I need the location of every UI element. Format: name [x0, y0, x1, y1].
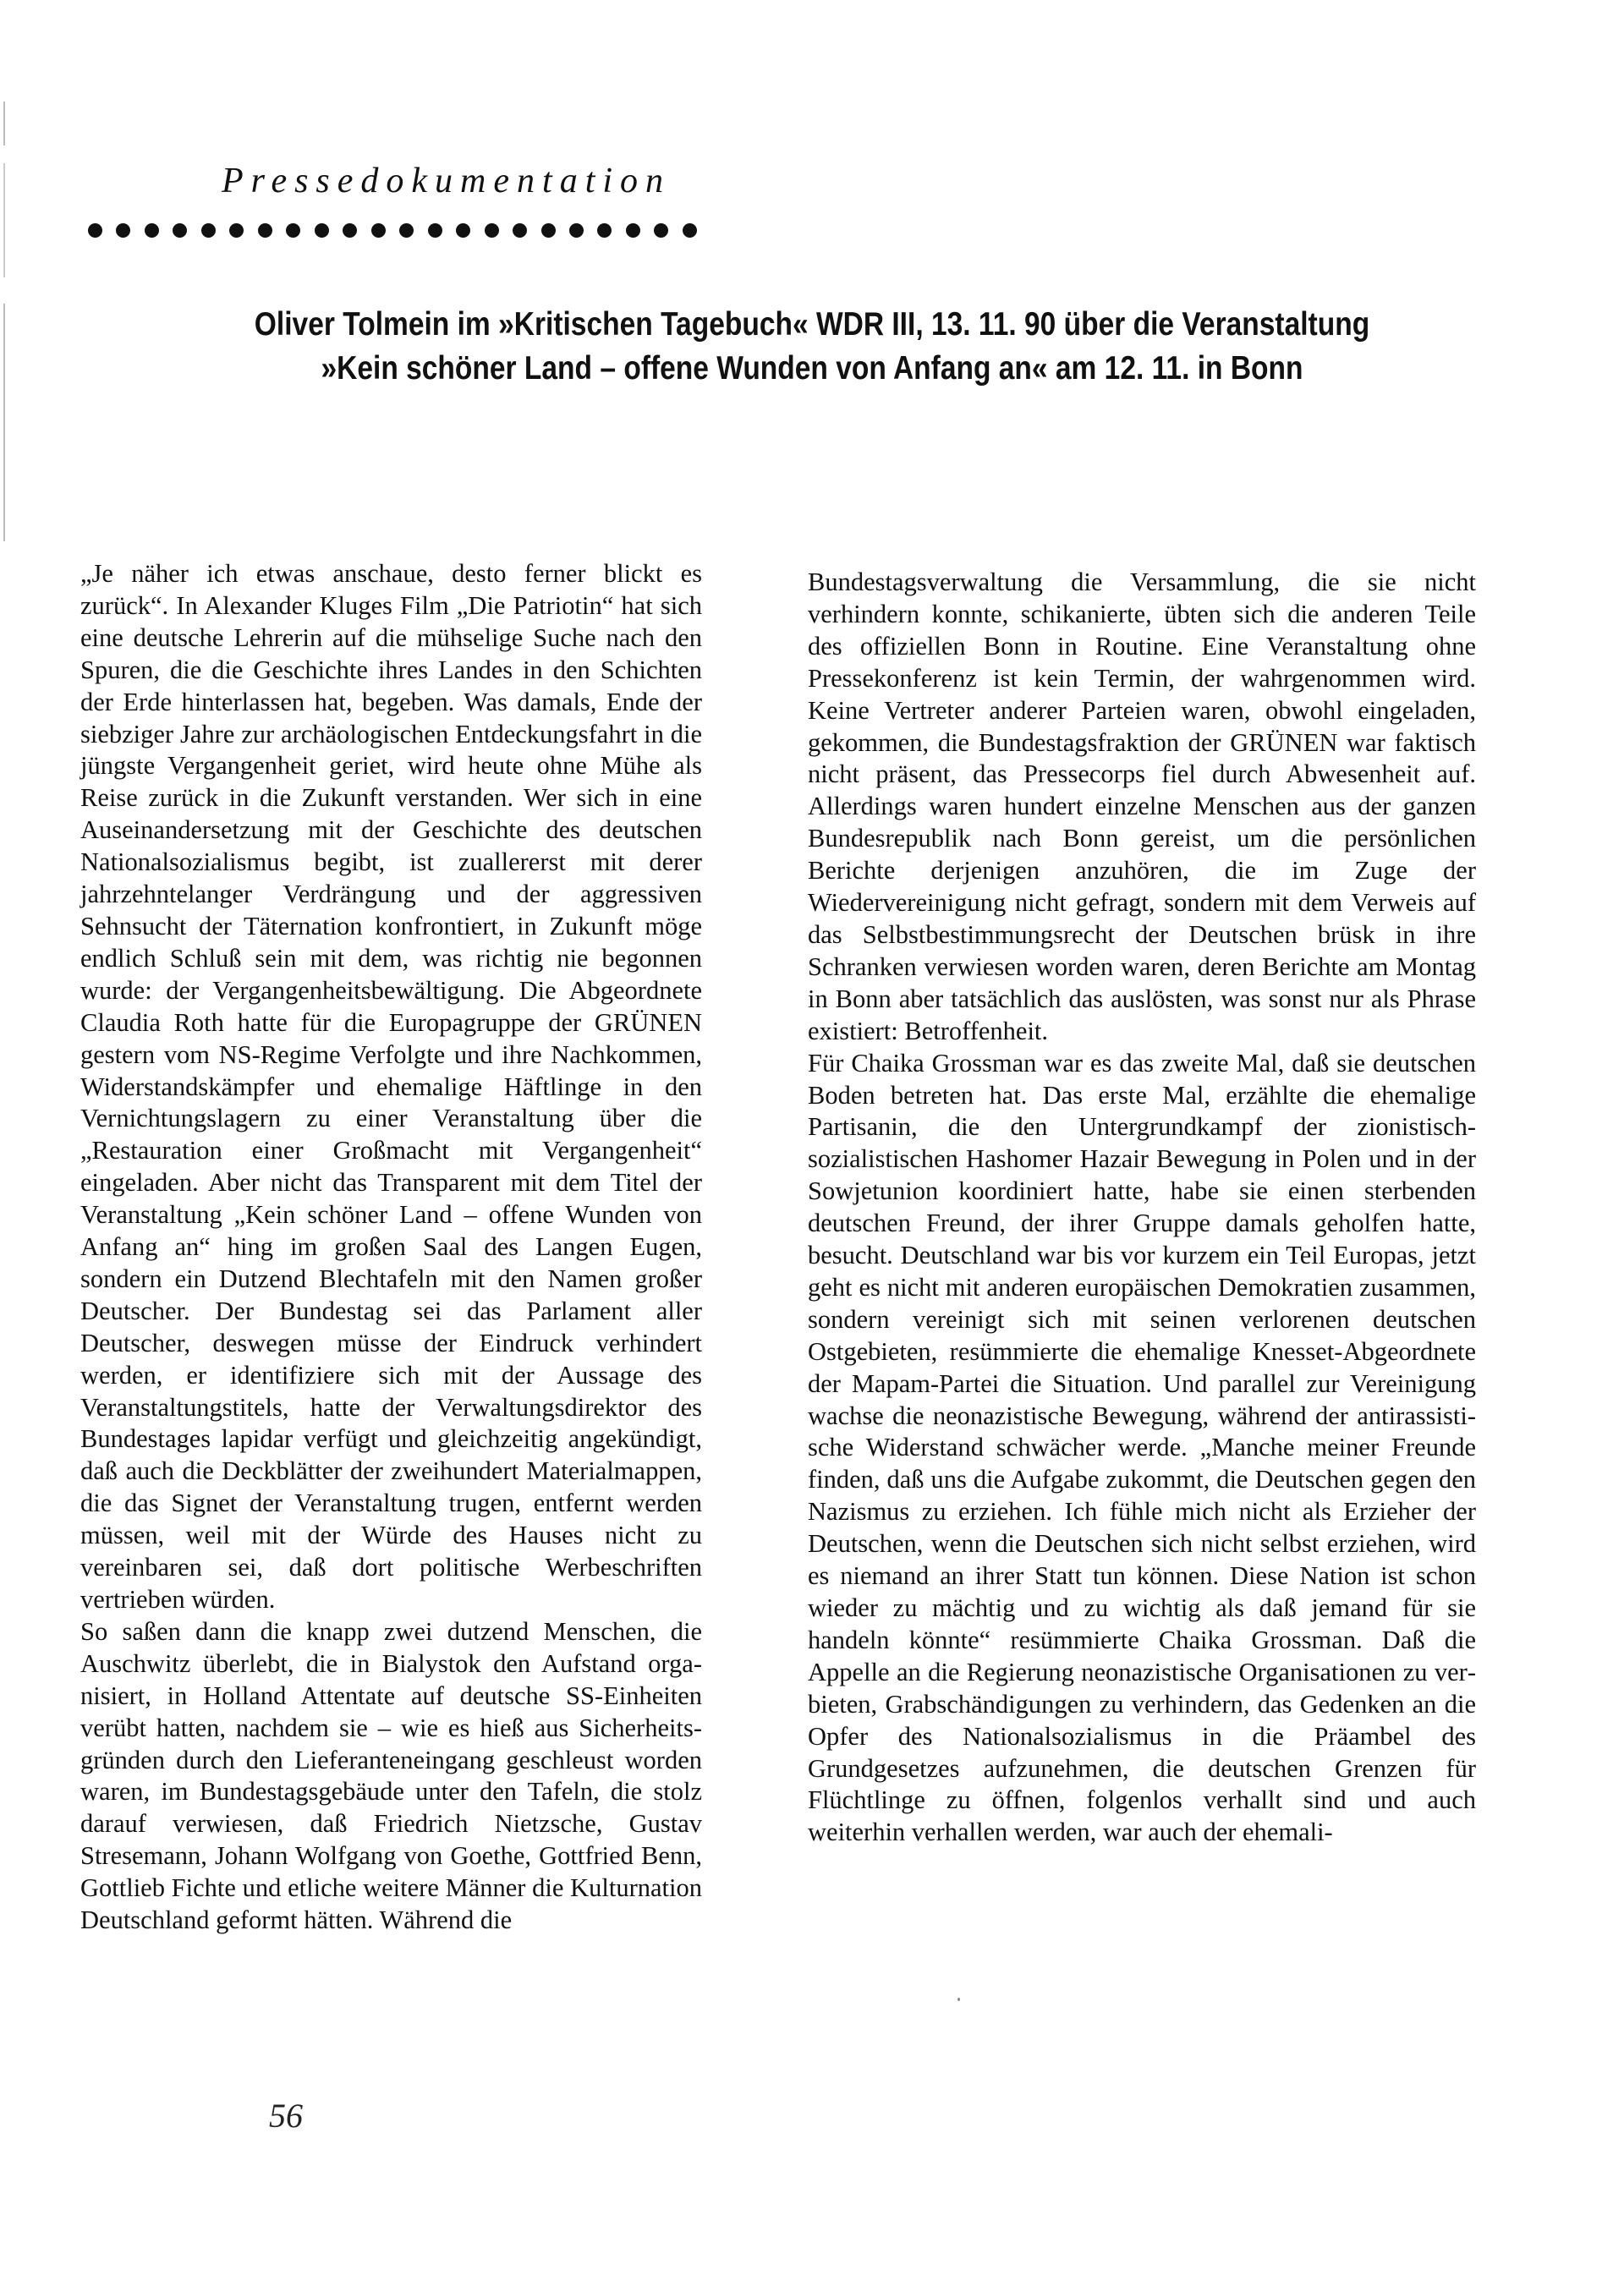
rule-dot: [116, 223, 130, 238]
rule-dot: [485, 223, 499, 238]
rule-dot: [456, 223, 470, 238]
paragraph: Bundestagsverwaltung die Versammlung, die sie nicht verhindern konnte, schikanierte, übten sich die anderen Teile des offiziellen Bonn in Routine. Eine Veranstaltung ohne Pressekonferenz ist kein Termin, der wahrgenommen wird. Keine Vertreter anderer Parteien waren, obwohl eingeladen, gekommen, die Bundestagsfraktion der GRÜNEN war faktisch nicht präsent, das Pressecorps fiel durch Abwesenheit auf. Allerdings waren hundert einzelne Menschen aus der ganzen Bundesrepublik nach Bonn gereist, um die persönlichen Berichte derjenigen anzuhören, die im Zuge der Wiedervereinigung nicht gefragt, sondern mit dem Verweis auf das Selbstbestimmungsrecht der Deutschen brüsk in ihre Schranken verwiesen worden waren, deren Berichte am Montag in Bonn aber tatsächlich das auslösten, was sonst nur als Phrase existiert: Betroffenheit.: [808, 568, 1476, 1045]
rule-dot: [315, 223, 329, 238]
scan-edge-mark: [3, 101, 5, 541]
rule-dot: [343, 223, 357, 238]
rule-dot: [201, 223, 216, 238]
headline-line-1: Oliver Tolmein im »Kritischen Tagebuch« WDR III, 13. 11. 90 über die Veranstaltung: [254, 306, 1370, 343]
article-headline: [216, 303, 1408, 391]
rule-dot: [173, 223, 187, 238]
left-text-column: [80, 558, 702, 1937]
scan-speck: [957, 1998, 960, 2001]
page-number: 56: [269, 2097, 303, 2135]
rule-dot: [145, 223, 159, 238]
rule-dot: [428, 223, 442, 238]
section-label: Pressedokumentation: [222, 162, 672, 200]
rule-dot: [626, 223, 640, 238]
rule-dot: [88, 223, 102, 238]
right-text-column: [808, 567, 1476, 1849]
rule-dot: [286, 223, 300, 238]
dotted-rule: [88, 222, 697, 239]
paragraph: Für Chaika Grossman war es das zweite Mal, daß sie deutschen Boden betreten hat. Das erste Mal, erzählte die ehemalige Partisanin, die den Untergrundkampf der zionistisch-sozialistischen Hashomer Hazair Bewegung in Polen und in der Sowjetunion koordiniert hatte, habe sie einen sterbenden deutschen Freund, der ihrer Gruppe damals geholfen hatte, besucht. Deutschland war bis vor kurzem ein Teil Europas, jetzt geht es nicht mit anderen europäischen Demokratien zusammen, sondern vereinigt sich mit seinen verlorenen deutschen Ostgebieten, resümmierte die ehemalige Knesset-Abgeordnete der Mapam-Partei die Situation. Und parallel zur Vereinigung wachse die neonazistische Bewegung, während der antirassistische Widerstand schwächer werde. „Manche meiner Freunde finden, daß uns die Aufgabe zukommt, die Deutschen gegen den Nazismus zu erziehen. Ich fühle mich nicht als Erzieher der Deutschen, wenn die Deutschen sich nicht selbst erziehen, wird es niemand an ihrer Statt tun können. Diese Nation ist schon wieder zu mächtig und zu wichtig als daß jemand für sie handeln könnte“ resümmierte Chaika Grossman. Daß die Appelle an die Regierung neonazistische Organisationen zu verbieten, Grabschändigungen zu verhindern, das Gedenken an die Opfer des Nationalsozialismus in die Präambel des Grundgesetzes aufzunehmen, die deutschen Grenzen für Flüchtlinge zu öffnen, folgenlos verhallt sind und auch weiterhin verhallen werden, war auch der ehemali-: [808, 1048, 1476, 1847]
paragraph: So saßen dann die knapp zwei dutzend Menschen, die Auschwitz überlebt, die in Bialystok den Aufstand organisiert, in Holland Attentate auf deutsche SS-Einheiten verübt hatten, nachdem sie – wie es hieß aus Sicherheitsgründen durch den Lieferanteneingang geschleust worden waren, im Bundestagsgebäude unter den Tafeln, die stolz darauf verwiesen, daß Friedrich Nietzsche, Gustav Stresemann, Johann Wolfgang von Goethe, Gottfried Benn, Gottlieb Fichte und etliche weitere Männer die Kulturnation Deutschland geformt hätten. Während die: [80, 1616, 702, 1935]
rule-dot: [399, 223, 414, 238]
rule-dot: [371, 223, 386, 238]
rule-dot: [654, 223, 668, 238]
rule-dot: [569, 223, 584, 238]
rule-dot: [597, 223, 612, 238]
paragraph: „Je näher ich etwas anschaue, desto ferner blickt es zurück“. In Alexander Kluges Film „Die Patriotin“ hat sich eine deutsche Lehrerin auf die mühselige Suche nach den Spuren, die die Geschichte ihres Landes in den Schichten der Erde hinterlassen hat, begeben. Was damals, Ende der siebziger Jahre zur archäologischen Entdeckungsfahrt in die jüngste Vergangenheit geriet, wird heute ohne Mühe als Reise zurück in die Zukunft verstanden. Wer sich in eine Auseinandersetzung mit der Geschichte des deutschen Nationalsozialismus begibt, ist zuallererst mit derer jahrzehntelanger Verdrängung und der aggressiven Sehnsucht der Täternation konfrontiert, in Zukunft möge endlich Schluß sein mit dem, was richtig nie begonnen wurde: der Vergangenheitsbewältigung. Die Abgeordnete Claudia Roth hatte für die Europagruppe der GRÜNEN gestern vom NS-Regime Verfolgte und ihre Nachkommen, Widerstandskämpfer und ehemalige Häftlinge in den Vernichtungslagern zu einer Veranstaltung über die „Restauration einer Großmacht mit Vergangenheit“ eingeladen. Aber nicht das Transparent mit dem Titel der Veranstaltung „Kein schöner Land – offene Wunden von Anfang an“ hing im großen Saal des Langen Eugen, sondern ein Dutzend Blechtafeln mit den Namen großer Deutscher. Der Bundestag sei das Parlament aller Deutscher, deswegen müsse der Eindruck verhindert werden, er identifiziere sich mit der Aussage des Veranstaltungstitels, hatte der Verwaltungsdirektor des Bundestages lapidar verfügt und gleichzeitig angekündigt, daß auch die Deckblätter der zweihundert Materialmappen, die das Signet der Veranstaltung trugen, entfernt werden müssen, weil mit der Würde des Hauses nicht zu vereinbaren sei, daß dort politische Werbeschriften vertrieben würden.: [80, 559, 702, 1614]
rule-dot: [683, 223, 697, 238]
rule-dot: [258, 223, 272, 238]
rule-dot: [513, 223, 527, 238]
headline-line-2: »Kein schöner Land – offene Wunden von Anfang an« am 12. 11. in Bonn: [321, 350, 1303, 387]
rule-dot: [541, 223, 556, 238]
rule-dot: [229, 223, 244, 238]
